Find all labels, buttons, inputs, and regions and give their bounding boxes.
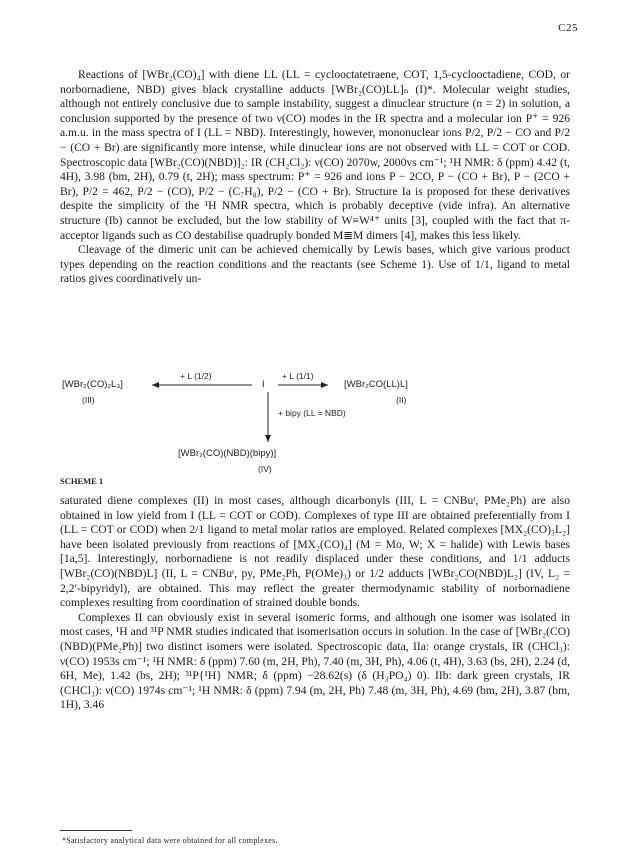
product-ii-label: (II): [396, 395, 407, 405]
product-iii-formula: [WBr₂(CO)₂L₃]: [62, 379, 123, 390]
arrow-right-label: + L (1/1): [282, 371, 314, 381]
footnote: *Satisfactory analytical data were obtained for all complexes.: [62, 836, 278, 845]
body-text-top: [60, 68, 570, 287]
product-iii-label: (III): [82, 395, 95, 405]
scheme-arrows: [60, 370, 570, 488]
product-ii-formula: [WBr₂CO(LL)L]: [344, 379, 408, 390]
arrow-left-label: + L (1/2): [180, 371, 212, 381]
paragraph-reactions: Reactions of [WBr₂(CO)₄] with diene LL (LL = cyclooctatetraene, COT, 1,5-cyclooctadiene, COD, or norbornadiene, NBD) gives black crystalline adducts [WBr₂(CO)LL]ₙ (I)*. Molecular weight studies, although not entirely conclusive due to sample instability, suggest a dinuclear structure (n = 2) in solution, a conclusion supported by the presence of two ν(CO) modes in the IR spectra and a molecular ion P⁺ = 926 a.m.u. in the mass spectra of I (LL = NBD). Interestingly, however, mononuclear ions P/2, P/2 − CO and P/2 − (CO + Br) are significantly more intense, while dinuclear ions are not observed with LL = COT or COD. Spectroscopic data [WBr₂(CO)(NBD)]₂: IR (CH₂Cl₂): ν(CO) 2070w, 2000vs cm⁻¹; ¹H NMR: δ (ppm) 4.42 (t, 4H), 3.98 (bm, 2H), 0.79 (t, 2H); mass spectrum: P⁺ = 926 and ions P − 2CO, P − (CO + Br), P − (2CO + Br), P/2 = 462, P/2 − (CO), P/2 − (C₇H₈), P/2 − (CO + Br). Structure Ia is proposed for these derivatives despite the simplicity of the ¹H NMR spectra, which is probably deceptive (vide infra). An alternative structure (Ib) cannot be excluded, but the low stability of W≡W⁴⁺ units [3], coupled with the fact that π-acceptor ligands such as CO destabilise quadruply bonded M≣M dimers [4], makes this less likely.: [60, 68, 570, 242]
paragraph-cleavage: Cleavage of the dimeric unit can be achieved chemically by Lewis bases, which give various product types depending on the reaction conditions and the reactants (see Scheme 1). Use of 1/1, ligand to metal ratios gives coordinatively un-: [60, 243, 570, 286]
product-iv-formula: [WBr₂(CO)(NBD)(bipy)]: [178, 448, 277, 459]
paragraph-isomers: Complexes II can obviously exist in several isomeric forms, and although one isomer was isolated in most cases, ¹H and ³¹P NMR studies indicated that isomerisation occurs in solution. In the case of [WBr₂(CO)(NBD)(PMe₂Ph)] two distinct isomers were isolated. Spectroscopic data, IIa: orange crystals, IR (CHCl₃): ν(CO) 1953s cm⁻¹; ¹H NMR: δ (ppm) 7.60 (m, 2H, Ph), 7.40 (m, 3H, Ph), 4.06 (t, 4H), 3.63 (bs, 2H), 2.24 (d, 6H, Me), 1.42 (bs, 2H); ³¹P{¹H} NMR; δ (ppm) −28.62(s) (δ (H₃PO₄) 0). IIb: dark green crystals, IR (CHCl₃): ν(CO) 1974s cm⁻¹; ¹H NMR: δ (ppm) 7.94 (m, 2H, Ph) 7.48 (m, 3H, Ph), 4.69 (bm, 2H), 3.87 (bm, 1H), 3.46: [60, 610, 570, 712]
compound-i-label: I: [262, 379, 265, 390]
page-number: C25: [558, 22, 578, 34]
arrow-down-head: [265, 435, 271, 442]
arrow-left-head: [152, 382, 159, 388]
scheme-caption: SCHEME 1: [60, 476, 104, 486]
footnote-rule: [60, 830, 132, 831]
product-iv-label: (IV): [258, 464, 272, 474]
reaction-scheme: [60, 370, 570, 488]
arrow-down-label: + bipy (LL = NBD): [278, 408, 346, 418]
arrow-right-head: [321, 382, 328, 388]
body-text-bottom: [60, 494, 570, 713]
paragraph-saturated-diene: saturated diene complexes (II) in most cases, although dicarbonyls (III, L = CNBuᵗ, PMe₂Ph) are also obtained in low yield from I (LL = COT or COD). Complexes of type III are obtained preferentially from I (LL = COT or COD) when 2/1 ligand to metal molar ratios are employed. Related complexes [MX₂(CO)₃L₂] have been isolated previously from reactions of [MX₂(CO)₄] (M = Mo, W; X = halide) with Lewis bases [1a,5]. Interestingly, norbornadiene is not readily displaced under these conditions, and 1/1 adducts [WBr₂(CO)(NBD)L] (II, L = CNBuᵗ, py, PMe₂Ph, P(OMe)₃) or 1/2 adducts [WBr₂CO(NBD)L₂] (IV, L₂ = 2,2′-bipyridyl), are obtained. This may reflect the greater thermodynamic stability of norbornadiene complexes resulting from coordination of strained double bonds.: [60, 494, 570, 610]
